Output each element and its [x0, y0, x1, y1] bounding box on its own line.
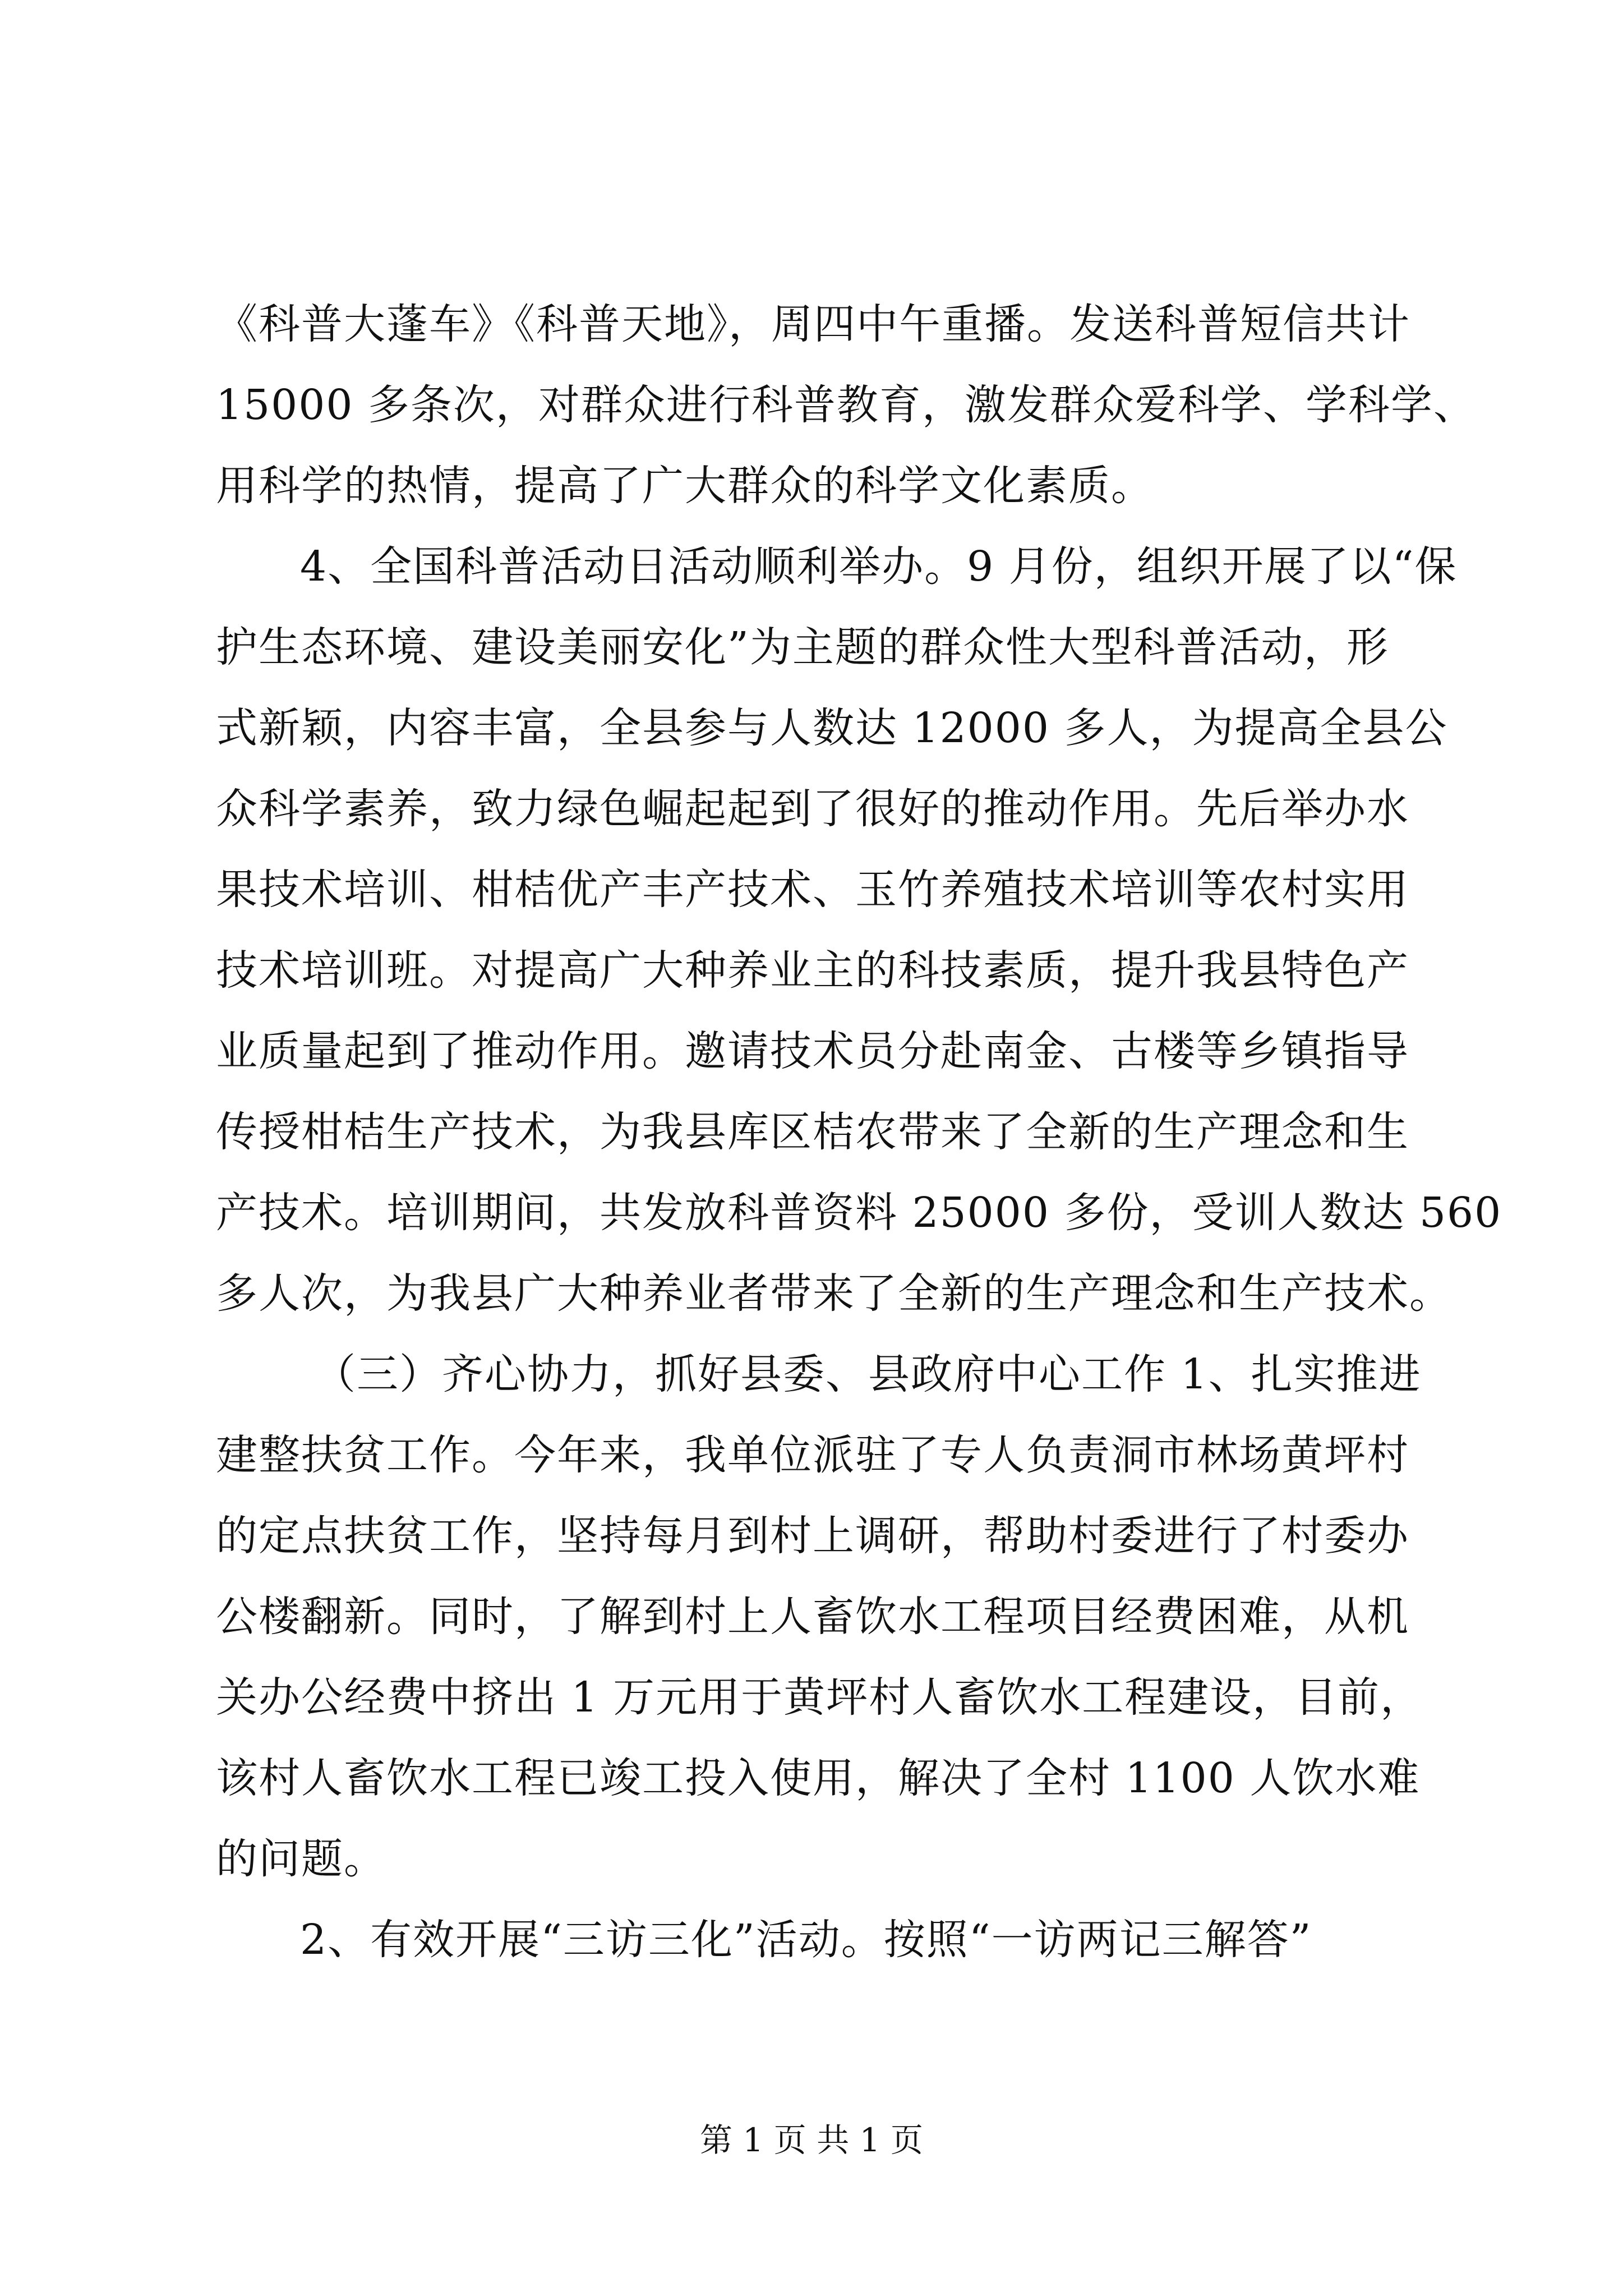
text-line-19: 该村人畜饮水工程已竣工投入使用，解决了全村 1100 人饮水难: [216, 1754, 1421, 1802]
page-footer: 第 1 页 共 1 页: [700, 2121, 923, 2159]
text-line-12: 产技术。培训期间，共发放科普资料 25000 多份，受训人数达 560: [216, 1189, 1502, 1237]
text-line-18: 关办公经费中挤出 1 万元用于黄坪村人畜饮水工程建设，目前，: [216, 1673, 1423, 1722]
text-line-8: 果技术培训、柑桔优产丰产技术、玉竹养殖技术培训等农村实用: [216, 866, 1409, 914]
text-line-21: 2、有效开展“三访三化”活动。按照“一访两记三解答”: [300, 1916, 1312, 1964]
text-line-20: 的问题。: [216, 1835, 386, 1883]
text-line-6: 式新颖，内容丰富，全县参与人数达 12000 多人，为提高全县公: [216, 704, 1448, 752]
text-line-3: 用科学的热情，提高了广大群众的科学文化素质。: [216, 462, 1154, 510]
text-line-2: 15000 多条次，对群众进行科普教育，激发群众爱科学、学科学、: [216, 381, 1476, 429]
text-line-14: （三）齐心协力，抓好县委、县政府中心工作 1、扎实推进: [314, 1350, 1422, 1398]
text-line-4: 4、全国科普活动日活动顺利举办。9 月份，组织开展了以“保: [300, 542, 1458, 591]
text-line-13: 多人次，为我县广大种养业者带来了全新的生产理念和生产技术。: [216, 1269, 1452, 1318]
text-line-1: 《科普大蓬车》《科普天地》，周四中午重播。发送科普短信共计: [216, 300, 1410, 348]
text-line-15: 建整扶贫工作。今年来，我单位派驻了专人负责洞市林场黄坪村: [216, 1431, 1409, 1479]
text-line-7: 众科学素养，致力绿色崛起起到了很好的推动作用。先后举办水: [216, 785, 1409, 833]
text-line-9: 技术培训班。对提高广大种养业主的科技素质，提升我县特色产: [216, 946, 1409, 995]
text-line-5: 护生态环境、建设美丽安化”为主题的群众性大型科普活动，形: [216, 623, 1389, 671]
text-line-17: 公楼翻新。同时，了解到村上人畜饮水工程项目经费困难，从机: [216, 1593, 1409, 1641]
text-line-16: 的定点扶贫工作，坚持每月到村上调研，帮助村委进行了村委办: [216, 1512, 1409, 1560]
text-line-11: 传授柑桔生产技术，为我县库区桔农带来了全新的生产理念和生: [216, 1108, 1409, 1156]
text-line-10: 业质量起到了推动作用。邀请技术员分赴南金、古楼等乡镇指导: [216, 1027, 1409, 1075]
